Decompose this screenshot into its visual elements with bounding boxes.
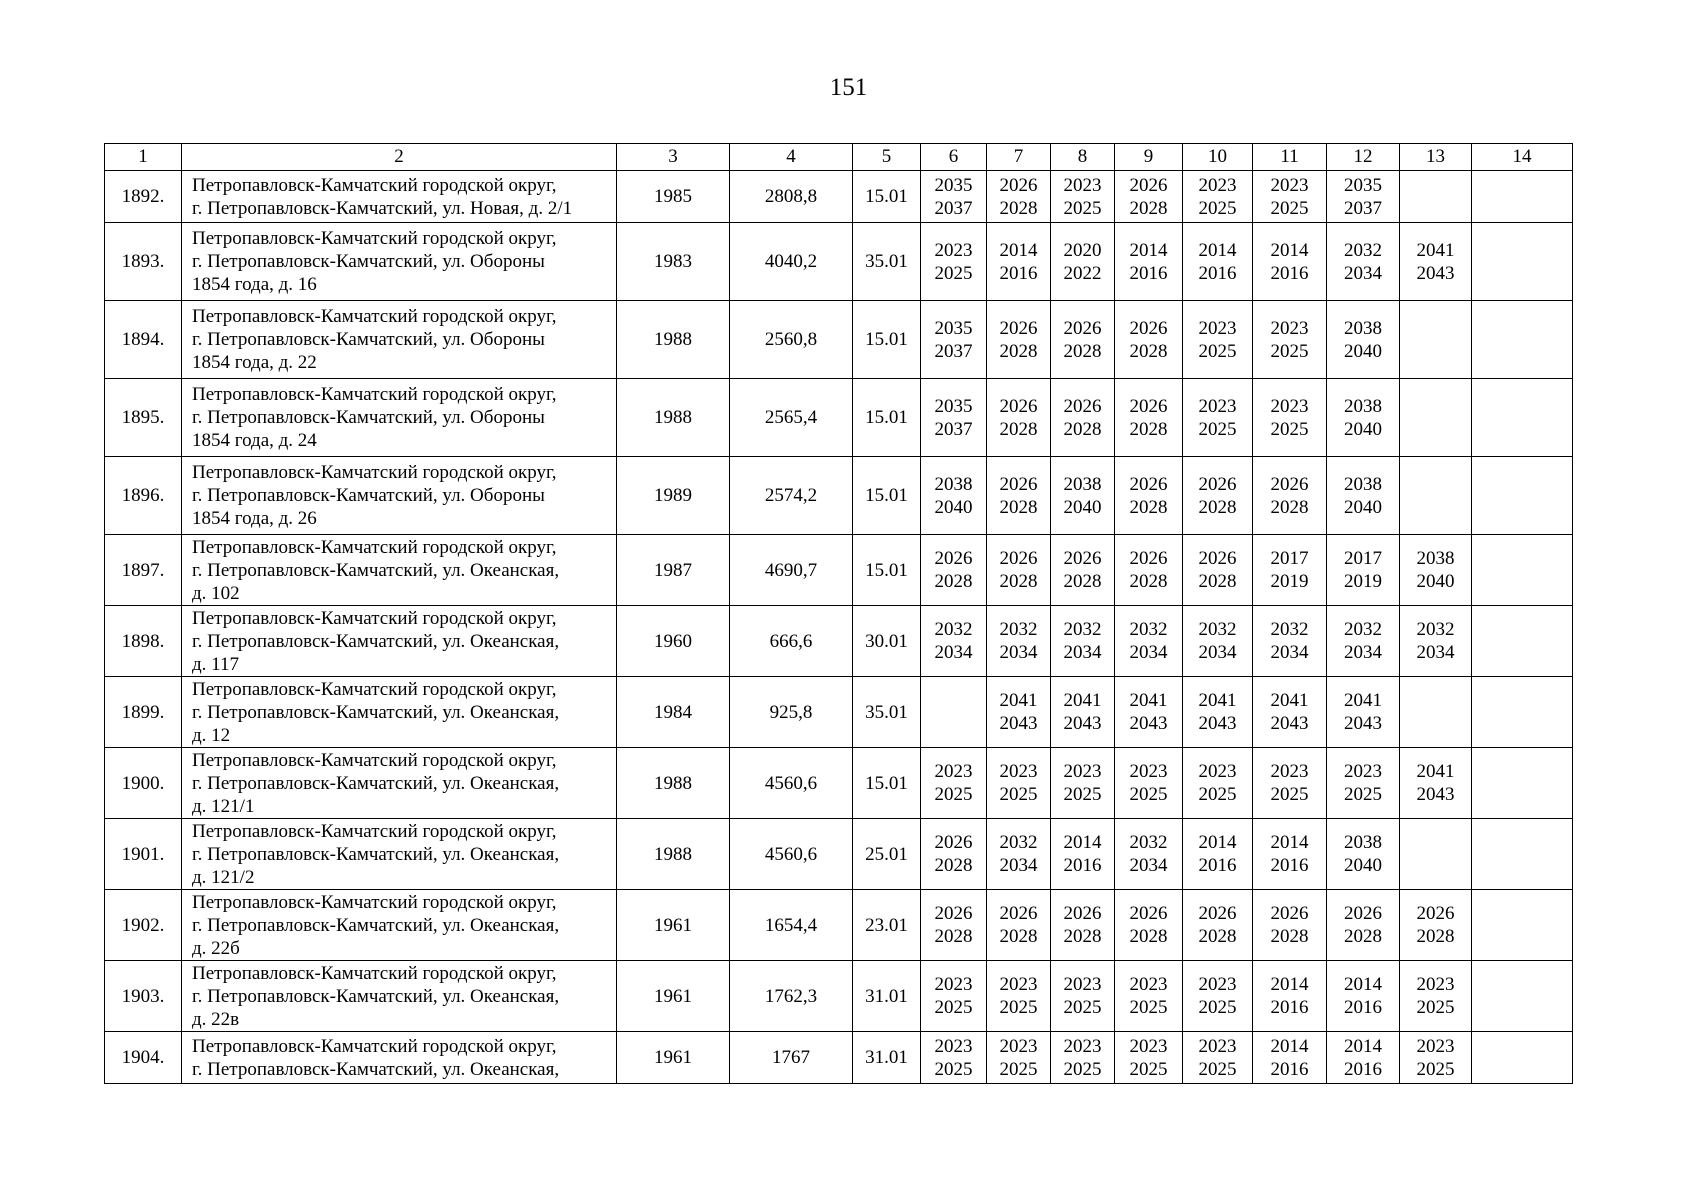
period-cell: 2032 2034	[1051, 606, 1115, 677]
area-cell: 925,8	[730, 677, 853, 748]
address-cell: Петропавловск-Камчатский городской округ, г. Петропавловск-Камчатский, ул. Обороны 1854 года, д. 26	[182, 457, 617, 535]
period-cell: 2038 2040	[1327, 819, 1400, 890]
table-row	[105, 301, 1573, 379]
period-cell	[1472, 171, 1573, 223]
period-cell: 2032 2034	[1253, 606, 1327, 677]
period-cell	[1472, 606, 1573, 677]
year-built-cell: 1987	[617, 535, 730, 606]
period-cell	[1472, 961, 1573, 1032]
table-row	[105, 606, 1573, 677]
period-cell: 2032 2034	[921, 606, 987, 677]
year-built-cell: 1983	[617, 223, 730, 301]
code-cell: 15.01	[853, 379, 921, 457]
period-cell	[1472, 379, 1573, 457]
period-cell	[1472, 535, 1573, 606]
period-cell: 2023 2025	[921, 1032, 987, 1084]
address-cell: Петропавловск-Камчатский городской округ, г. Петропавловск-Камчатский, ул. Обороны 1854 года, д. 16	[182, 223, 617, 301]
address-cell: Петропавловск-Камчатский городской округ, г. Петропавловск-Камчатский, ул. Океанская, д. 117	[182, 606, 617, 677]
period-cell: 2014 2016	[1183, 819, 1253, 890]
period-cell: 2023 2025	[987, 961, 1051, 1032]
period-cell: 2014 2016	[1183, 223, 1253, 301]
table-row	[105, 457, 1573, 535]
row-number-cell: 1901.	[105, 819, 182, 890]
period-cell: 2026 2028	[1327, 890, 1400, 961]
period-cell: 2023 2025	[921, 961, 987, 1032]
period-cell: 2041 2043	[1051, 677, 1115, 748]
area-cell: 2574,2	[730, 457, 853, 535]
period-cell: 2026 2028	[987, 890, 1051, 961]
period-cell	[1400, 379, 1472, 457]
period-cell: 2026 2028	[987, 457, 1051, 535]
period-cell: 2023 2025	[1327, 748, 1400, 819]
period-cell: 2023 2025	[1183, 301, 1253, 379]
table-row	[105, 961, 1573, 1032]
table-row	[105, 1032, 1573, 1084]
row-number-cell: 1903.	[105, 961, 182, 1032]
area-cell: 1767	[730, 1032, 853, 1084]
period-cell	[1400, 677, 1472, 748]
address-cell: Петропавловск-Камчатский городской округ, г. Петропавловск-Камчатский, ул. Океанская, д. 121/1	[182, 748, 617, 819]
area-cell: 4560,6	[730, 748, 853, 819]
code-cell: 15.01	[853, 171, 921, 223]
year-built-cell: 1961	[617, 890, 730, 961]
period-cell: 2026 2028	[1115, 535, 1183, 606]
period-cell: 2023 2025	[1253, 379, 1327, 457]
column-header: 2	[182, 144, 617, 171]
period-cell: 2023 2025	[1400, 1032, 1472, 1084]
area-cell: 2560,8	[730, 301, 853, 379]
column-header: 12	[1327, 144, 1400, 171]
period-cell: 2026 2028	[1183, 890, 1253, 961]
period-cell: 2038 2040	[921, 457, 987, 535]
year-built-cell: 1985	[617, 171, 730, 223]
address-cell: Петропавловск-Камчатский городской округ, г. Петропавловск-Камчатский, ул. Океанская, д. 102	[182, 535, 617, 606]
period-cell: 2023 2025	[1183, 1032, 1253, 1084]
area-cell: 1762,3	[730, 961, 853, 1032]
code-cell: 23.01	[853, 890, 921, 961]
area-cell: 2565,4	[730, 379, 853, 457]
period-cell: 2023 2025	[987, 1032, 1051, 1084]
period-cell: 2023 2025	[1051, 171, 1115, 223]
page-number: 151	[829, 74, 868, 101]
column-header: 7	[987, 144, 1051, 171]
column-header: 14	[1472, 144, 1573, 171]
period-cell: 2041 2043	[987, 677, 1051, 748]
period-cell: 2023 2025	[1400, 961, 1472, 1032]
row-number-cell: 1902.	[105, 890, 182, 961]
period-cell: 2026 2028	[987, 379, 1051, 457]
address-cell: Петропавловск-Камчатский городской округ, г. Петропавловск-Камчатский, ул. Океанская, д. 12	[182, 677, 617, 748]
period-cell	[1400, 819, 1472, 890]
code-cell: 25.01	[853, 819, 921, 890]
year-built-cell: 1960	[617, 606, 730, 677]
period-cell: 2014 2016	[1051, 819, 1115, 890]
period-cell: 2032 2034	[1327, 223, 1400, 301]
period-cell: 2026 2028	[1400, 890, 1472, 961]
row-number-cell: 1897.	[105, 535, 182, 606]
period-cell: 2035 2037	[921, 379, 987, 457]
period-cell: 2017 2019	[1327, 535, 1400, 606]
period-cell: 2026 2028	[1051, 535, 1115, 606]
table-row	[105, 677, 1573, 748]
column-header: 3	[617, 144, 730, 171]
area-cell: 1654,4	[730, 890, 853, 961]
row-number-cell: 1898.	[105, 606, 182, 677]
period-cell: 2026 2028	[1183, 535, 1253, 606]
period-cell: 2032 2034	[987, 819, 1051, 890]
year-built-cell: 1984	[617, 677, 730, 748]
period-cell	[1472, 1032, 1573, 1084]
column-header: 6	[921, 144, 987, 171]
period-cell: 2023 2025	[1051, 748, 1115, 819]
code-cell: 31.01	[853, 1032, 921, 1084]
period-cell: 2038 2040	[1327, 301, 1400, 379]
period-cell: 2035 2037	[921, 171, 987, 223]
column-header: 4	[730, 144, 853, 171]
code-cell: 35.01	[853, 677, 921, 748]
period-cell: 2014 2016	[1253, 961, 1327, 1032]
period-cell: 2023 2025	[1253, 301, 1327, 379]
period-cell	[1472, 677, 1573, 748]
period-cell: 2023 2025	[921, 748, 987, 819]
period-cell: 2026 2028	[1115, 457, 1183, 535]
address-cell: Петропавловск-Камчатский городской округ, г. Петропавловск-Камчатский, ул. Океанская, д. 22в	[182, 961, 617, 1032]
period-cell: 2020 2022	[1051, 223, 1115, 301]
address-cell: Петропавловск-Камчатский городской округ, г. Петропавловск-Камчатский, ул. Обороны 1854 года, д. 22	[182, 301, 617, 379]
area-cell: 4560,6	[730, 819, 853, 890]
period-cell: 2023 2025	[1253, 748, 1327, 819]
row-number-cell: 1893.	[105, 223, 182, 301]
period-cell: 2014 2016	[1327, 961, 1400, 1032]
period-cell: 2041 2043	[1253, 677, 1327, 748]
period-cell: 2017 2019	[1253, 535, 1327, 606]
period-cell	[1472, 457, 1573, 535]
period-cell: 2026 2028	[987, 301, 1051, 379]
period-cell: 2026 2028	[921, 819, 987, 890]
period-cell: 2023 2025	[1183, 171, 1253, 223]
area-cell: 2808,8	[730, 171, 853, 223]
row-number-cell: 1900.	[105, 748, 182, 819]
column-header: 8	[1051, 144, 1115, 171]
row-number-cell: 1896.	[105, 457, 182, 535]
code-cell: 30.01	[853, 606, 921, 677]
period-cell: 2023 2025	[1253, 171, 1327, 223]
address-cell: Петропавловск-Камчатский городской округ, г. Петропавловск-Камчатский, ул. Новая, д. 2/1	[182, 171, 617, 223]
period-cell: 2032 2034	[1183, 606, 1253, 677]
period-cell: 2023 2025	[1183, 748, 1253, 819]
period-cell: 2026 2028	[1051, 379, 1115, 457]
area-cell: 4040,2	[730, 223, 853, 301]
period-cell	[1472, 819, 1573, 890]
period-cell: 2014 2016	[1253, 223, 1327, 301]
year-built-cell: 1988	[617, 819, 730, 890]
area-cell: 4690,7	[730, 535, 853, 606]
period-cell: 2023 2025	[987, 748, 1051, 819]
code-cell: 31.01	[853, 961, 921, 1032]
address-cell: Петропавловск-Камчатский городской округ, г. Петропавловск-Камчатский, ул. Океанская, д. 121/2	[182, 819, 617, 890]
year-built-cell: 1961	[617, 1032, 730, 1084]
code-cell: 15.01	[853, 535, 921, 606]
row-number-cell: 1899.	[105, 677, 182, 748]
period-cell: 2014 2016	[1253, 1032, 1327, 1084]
period-cell: 2026 2028	[1253, 890, 1327, 961]
period-cell: 2032 2034	[1115, 819, 1183, 890]
period-cell: 2035 2037	[921, 301, 987, 379]
period-cell: 2041 2043	[1115, 677, 1183, 748]
year-built-cell: 1961	[617, 961, 730, 1032]
table-row	[105, 535, 1573, 606]
period-cell: 2041 2043	[1183, 677, 1253, 748]
period-cell: 2023 2025	[1115, 961, 1183, 1032]
table-body	[105, 171, 1573, 1084]
column-header: 9	[1115, 144, 1183, 171]
column-header: 1	[105, 144, 182, 171]
period-cell: 2023 2025	[1051, 961, 1115, 1032]
table-row	[105, 223, 1573, 301]
area-cell: 666,6	[730, 606, 853, 677]
address-cell: Петропавловск-Камчатский городской округ, г. Петропавловск-Камчатский, ул. Обороны 1854 года, д. 24	[182, 379, 617, 457]
period-cell: 2038 2040	[1327, 457, 1400, 535]
header-row	[105, 144, 1573, 171]
period-cell: 2038 2040	[1400, 535, 1472, 606]
period-cell: 2041 2043	[1400, 748, 1472, 819]
period-cell	[1472, 890, 1573, 961]
housing-register-table	[104, 143, 1573, 1084]
period-cell: 2038 2040	[1327, 379, 1400, 457]
period-cell: 2023 2025	[1115, 1032, 1183, 1084]
year-built-cell: 1989	[617, 457, 730, 535]
period-cell: 2026 2028	[1115, 301, 1183, 379]
period-cell	[1400, 301, 1472, 379]
period-cell: 2023 2025	[1183, 961, 1253, 1032]
table-row	[105, 748, 1573, 819]
period-cell: 2014 2016	[1253, 819, 1327, 890]
period-cell: 2026 2028	[921, 535, 987, 606]
period-cell: 2041 2043	[1400, 223, 1472, 301]
row-number-cell: 1904.	[105, 1032, 182, 1084]
period-cell	[921, 677, 987, 748]
period-cell: 2026 2028	[921, 890, 987, 961]
period-cell	[1400, 171, 1472, 223]
period-cell	[1472, 223, 1573, 301]
period-cell: 2032 2034	[1115, 606, 1183, 677]
column-header: 5	[853, 144, 921, 171]
period-cell: 2026 2028	[987, 171, 1051, 223]
period-cell: 2041 2043	[1327, 677, 1400, 748]
row-number-cell: 1895.	[105, 379, 182, 457]
period-cell: 2014 2016	[987, 223, 1051, 301]
table-row	[105, 379, 1573, 457]
period-cell	[1400, 457, 1472, 535]
period-cell: 2014 2016	[1115, 223, 1183, 301]
year-built-cell: 1988	[617, 301, 730, 379]
period-cell: 2014 2016	[1327, 1032, 1400, 1084]
address-cell: Петропавловск-Камчатский городской округ, г. Петропавловск-Камчатский, ул. Океанская,	[182, 1032, 617, 1084]
period-cell	[1472, 748, 1573, 819]
period-cell: 2038 2040	[1051, 457, 1115, 535]
period-cell: 2026 2028	[1253, 457, 1327, 535]
table-row	[105, 890, 1573, 961]
period-cell: 2032 2034	[1400, 606, 1472, 677]
period-cell	[1472, 301, 1573, 379]
period-cell: 2032 2034	[987, 606, 1051, 677]
code-cell: 15.01	[853, 301, 921, 379]
period-cell: 2023 2025	[921, 223, 987, 301]
period-cell: 2026 2028	[1115, 379, 1183, 457]
address-cell: Петропавловск-Камчатский городской округ, г. Петропавловск-Камчатский, ул. Океанская, д. 22б	[182, 890, 617, 961]
column-header: 11	[1253, 144, 1327, 171]
column-header: 10	[1183, 144, 1253, 171]
table-row	[105, 171, 1573, 223]
period-cell: 2035 2037	[1327, 171, 1400, 223]
period-cell: 2026 2028	[1183, 457, 1253, 535]
code-cell: 35.01	[853, 223, 921, 301]
period-cell: 2026 2028	[1051, 301, 1115, 379]
row-number-cell: 1892.	[105, 171, 182, 223]
period-cell: 2032 2034	[1327, 606, 1400, 677]
period-cell: 2026 2028	[1051, 890, 1115, 961]
table-row	[105, 819, 1573, 890]
code-cell: 15.01	[853, 457, 921, 535]
column-header: 13	[1400, 144, 1472, 171]
period-cell: 2023 2025	[1115, 748, 1183, 819]
year-built-cell: 1988	[617, 379, 730, 457]
year-built-cell: 1988	[617, 748, 730, 819]
period-cell: 2026 2028	[1115, 171, 1183, 223]
period-cell: 2026 2028	[1115, 890, 1183, 961]
period-cell: 2023 2025	[1051, 1032, 1115, 1084]
period-cell: 2023 2025	[1183, 379, 1253, 457]
code-cell: 15.01	[853, 748, 921, 819]
period-cell: 2026 2028	[987, 535, 1051, 606]
row-number-cell: 1894.	[105, 301, 182, 379]
